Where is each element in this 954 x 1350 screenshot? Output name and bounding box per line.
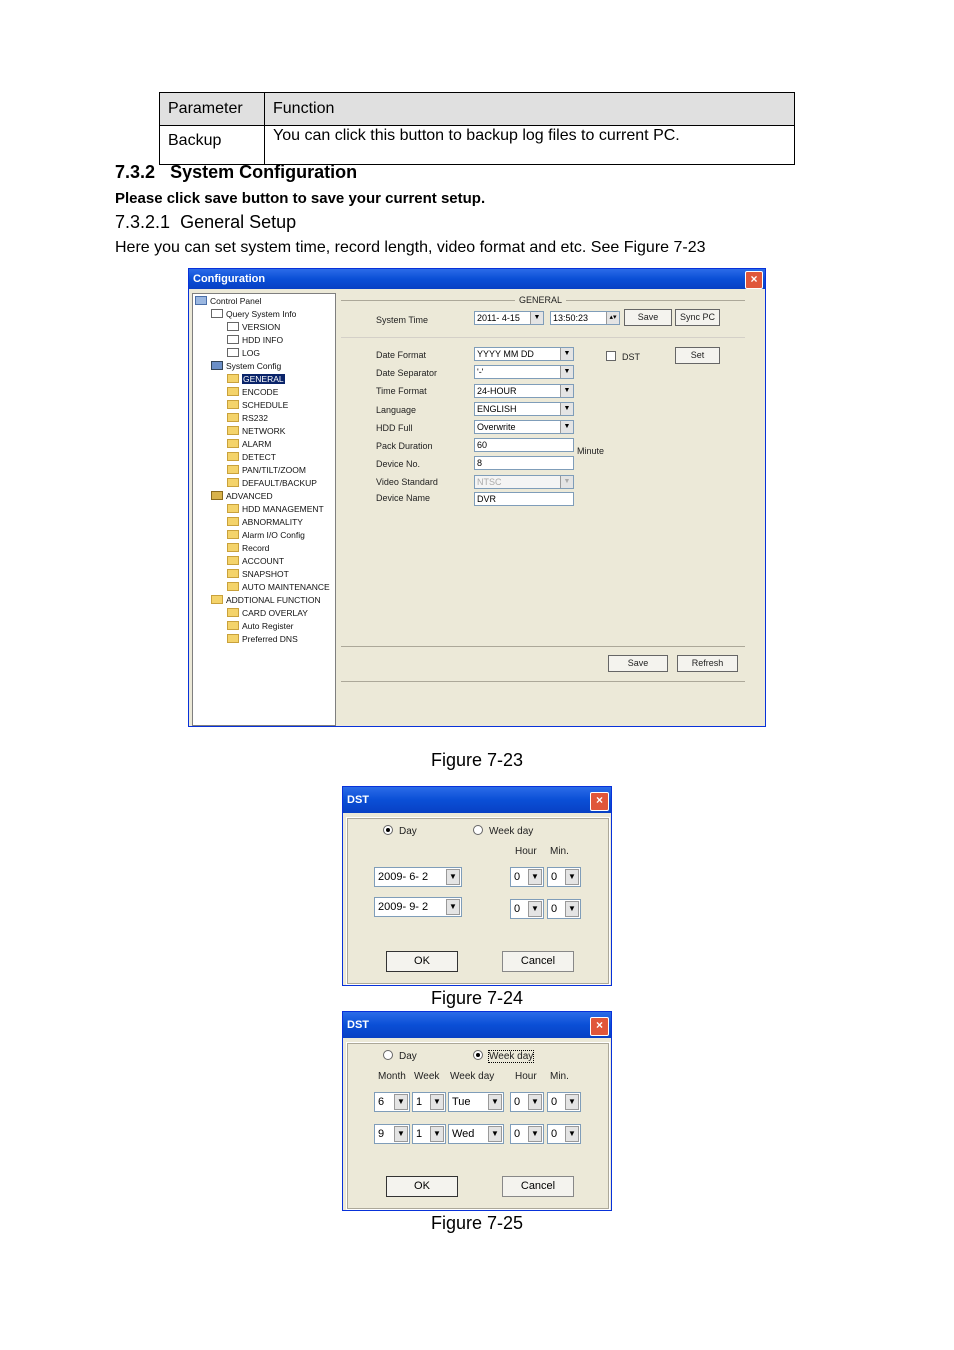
chevron-down-icon: ▼ xyxy=(560,421,573,433)
sync-pc-button[interactable]: Sync PC xyxy=(675,309,720,326)
folder-icon xyxy=(227,569,239,578)
tree-item-card-overlay[interactable]: CARD OVERLAY xyxy=(227,608,308,618)
tree-item-additional-function[interactable]: ADDTIONAL FUNCTION xyxy=(211,595,321,605)
folder-icon xyxy=(227,387,239,396)
save-time-button[interactable]: Save xyxy=(624,309,672,326)
tree-item-general[interactable]: GENERAL xyxy=(227,374,285,384)
start-month-select[interactable]: 6 ▼ xyxy=(374,1092,410,1112)
month-label: Month xyxy=(378,1071,406,1082)
divider xyxy=(341,681,745,682)
tree-item-system-config[interactable]: System Config xyxy=(211,361,281,371)
tree-item-encode[interactable]: ENCODE xyxy=(227,387,278,397)
gear-icon xyxy=(211,491,223,500)
group-title: GENERAL xyxy=(515,295,566,305)
folder-icon xyxy=(227,478,239,487)
minute-label: Minute xyxy=(577,446,605,456)
close-icon[interactable]: × xyxy=(590,1017,609,1036)
day-radio[interactable]: Day xyxy=(383,825,417,837)
tree-item-hdd-management[interactable]: HDD MANAGEMENT xyxy=(227,504,324,514)
section-heading xyxy=(115,162,357,183)
video-standard-label: Video Standard xyxy=(376,477,438,487)
folder-icon xyxy=(227,413,239,422)
chevron-down-icon: ▼ xyxy=(560,403,573,415)
settings-icon xyxy=(211,361,223,370)
title-bar xyxy=(343,787,611,813)
hour-label: Hour xyxy=(515,1071,537,1082)
device-name-label: Device Name xyxy=(376,493,431,503)
tree-item-rs232[interactable]: RS232 xyxy=(227,413,268,423)
language-select[interactable]: ENGLISH ▼ xyxy=(474,402,574,416)
save-button[interactable]: Save xyxy=(608,655,668,672)
end-date-select[interactable]: 2009- 9- 2 ▼ xyxy=(374,897,462,917)
subsection-number: 7.3.2.1 xyxy=(115,212,171,232)
language-label: Language xyxy=(376,405,417,415)
radio-icon xyxy=(383,825,393,835)
hdd-full-select[interactable]: Overwrite ▼ xyxy=(474,420,574,434)
folder-icon xyxy=(227,439,239,448)
tree-item-control-panel[interactable]: Control Panel xyxy=(195,296,262,306)
time-format-label: Time Format xyxy=(376,386,427,396)
pack-duration-label: Pack Duration xyxy=(376,441,433,451)
pack-duration-input[interactable]: 60 xyxy=(474,438,574,452)
day-radio[interactable]: Day xyxy=(383,1050,417,1062)
folder-icon xyxy=(227,504,239,513)
video-standard-select: NTSC ▼ xyxy=(474,475,574,489)
start-hour-select[interactable]: 0 ▼ xyxy=(510,867,544,887)
week-label: Week xyxy=(414,1071,440,1082)
window-title: Configuration xyxy=(193,273,266,285)
start-hour-select[interactable]: 0 ▼ xyxy=(510,1092,544,1112)
date-format-select[interactable]: YYYY MM DD ▼ xyxy=(474,347,574,361)
weekday-radio[interactable]: Week day xyxy=(473,825,533,837)
refresh-button[interactable]: Refresh xyxy=(677,655,738,672)
folder-icon xyxy=(227,608,239,617)
folder-icon xyxy=(227,621,239,630)
document-icon xyxy=(227,335,239,344)
min-label: Min. xyxy=(550,846,569,857)
start-min-select[interactable]: 0 ▼ xyxy=(547,1092,581,1112)
folder-icon xyxy=(227,543,239,552)
tree-item-record[interactable]: Record xyxy=(227,543,269,553)
ok-button[interactable]: OK xyxy=(386,951,458,972)
chevron-down-icon: ▼ xyxy=(488,1094,502,1110)
radio-icon xyxy=(473,825,483,835)
chevron-down-icon: ▼ xyxy=(394,1094,408,1110)
start-date-select[interactable]: 2009- 6- 2 ▼ xyxy=(374,867,462,887)
table-cell: You can click this button to backup log files to current PC. xyxy=(265,126,795,165)
configuration-window xyxy=(188,268,766,727)
section-title: System Configuration xyxy=(170,162,358,182)
tree-item-preferred-dns[interactable]: Preferred DNS xyxy=(227,634,298,644)
radio-icon xyxy=(473,1050,483,1060)
tree-item-default-backup[interactable]: DEFAULT/BACKUP xyxy=(227,478,317,488)
document-icon xyxy=(227,322,239,331)
divider xyxy=(341,646,745,647)
ok-button[interactable]: OK xyxy=(386,1176,458,1197)
tree-item-alarm-io-config[interactable]: Alarm I/O Config xyxy=(227,530,305,540)
chevron-down-icon: ▼ xyxy=(394,1126,408,1142)
cancel-button[interactable]: Cancel xyxy=(502,1176,574,1197)
tree-item-abnormality[interactable]: ABNORMALITY xyxy=(227,517,303,527)
end-week-select[interactable]: 1 ▼ xyxy=(412,1124,446,1144)
subsection-heading xyxy=(115,212,296,233)
parameter-table xyxy=(159,92,795,165)
system-time-label: System Time xyxy=(376,315,429,325)
chevron-down-icon: ▼ xyxy=(560,348,573,360)
tree-item-account[interactable]: ACCOUNT xyxy=(227,556,284,566)
folder-icon xyxy=(227,582,239,591)
chevron-down-icon: ▼ xyxy=(560,385,573,397)
figure-caption: Figure 7-23 xyxy=(430,750,524,770)
chevron-down-icon: ▼ xyxy=(565,869,579,885)
folder-icon xyxy=(227,517,239,526)
tree-item-auto-register[interactable]: Auto Register xyxy=(227,621,294,631)
folder-icon xyxy=(227,374,239,383)
hdd-full-label: HDD Full xyxy=(376,423,413,433)
dst-dialog-weekday xyxy=(342,1011,612,1211)
folder-icon xyxy=(227,452,239,461)
dst-checkbox[interactable]: DST xyxy=(606,351,640,362)
title-bar xyxy=(343,1012,611,1038)
tree-item-alarm[interactable]: ALARM xyxy=(227,439,271,449)
chevron-down-icon: ▼ xyxy=(446,899,460,915)
tree-item-log[interactable]: LOG xyxy=(227,348,260,358)
start-min-select[interactable]: 0 ▼ xyxy=(547,867,581,887)
chevron-down-icon: ▼ xyxy=(565,901,579,917)
folder-icon xyxy=(211,595,223,604)
min-label: Min. xyxy=(550,1071,569,1082)
title-bar xyxy=(189,269,765,289)
tree-item-network[interactable]: NETWORK xyxy=(227,426,285,436)
chevron-down-icon: ▼ xyxy=(430,1126,444,1142)
intro-text: Here you can set system time, record length, video format and etc. See Figure 7-23 xyxy=(115,239,706,256)
chevron-down-icon: ▼ xyxy=(528,1094,542,1110)
chevron-down-icon: ▼ xyxy=(560,366,573,378)
weekday-label: Week day xyxy=(450,1071,495,1082)
device-no-input[interactable]: 8 xyxy=(474,456,574,470)
figure-caption: Figure 7-25 xyxy=(430,1213,524,1233)
end-min-select[interactable]: 0 ▼ xyxy=(547,899,581,919)
folder-icon xyxy=(227,634,239,643)
chevron-down-icon: ▼ xyxy=(528,901,542,917)
chevron-down-icon: ▼ xyxy=(565,1126,579,1142)
tree-item-detect[interactable]: DETECT xyxy=(227,452,276,462)
dst-dialog-day xyxy=(342,786,612,986)
date-format-label: Date Format xyxy=(376,350,427,360)
checkbox-icon xyxy=(606,351,616,361)
chevron-down-icon: ▼ xyxy=(560,476,573,488)
date-picker[interactable]: 2011- 4-15 ▼ xyxy=(474,311,544,325)
chevron-down-icon: ▼ xyxy=(488,1126,502,1142)
table-header: Function xyxy=(265,93,795,126)
radio-icon xyxy=(383,1050,393,1060)
tree-item-version[interactable]: VERSION xyxy=(227,322,280,332)
config-tree xyxy=(192,293,336,726)
weekday-radio[interactable]: Week day xyxy=(473,1050,533,1062)
chevron-down-icon: ▼ xyxy=(565,1094,579,1110)
chevron-down-icon: ▼ xyxy=(528,1126,542,1142)
subsection-title: General Setup xyxy=(180,212,297,232)
end-min-select[interactable]: 0 ▼ xyxy=(547,1124,581,1144)
tree-item-schedule[interactable]: SCHEDULE xyxy=(227,400,288,410)
time-format-select[interactable]: 24-HOUR ▼ xyxy=(474,384,574,398)
folder-icon xyxy=(227,556,239,565)
end-weekday-select[interactable]: Wed ▼ xyxy=(448,1124,504,1144)
cancel-button[interactable]: Cancel xyxy=(502,951,574,972)
device-no-label: Device No. xyxy=(376,459,421,469)
tree-item-hdd-info[interactable]: HDD INFO xyxy=(227,335,283,345)
close-icon[interactable]: × xyxy=(590,792,609,811)
section-note: Please click save button to save your current setup. xyxy=(115,190,486,207)
tree-item-pan-tilt-zoom[interactable]: PAN/TILT/ZOOM xyxy=(227,465,306,475)
tree-item-advanced[interactable]: ADVANCED xyxy=(211,491,273,501)
date-separator-select[interactable]: '-' ▼ xyxy=(474,365,574,379)
end-month-select[interactable]: 9 ▼ xyxy=(374,1124,410,1144)
folder-icon xyxy=(227,426,239,435)
chevron-down-icon: ▼ xyxy=(430,1094,444,1110)
date-separator-label: Date Separator xyxy=(376,368,438,378)
dialog-title: DST xyxy=(347,1019,369,1031)
dialog-title: DST xyxy=(347,794,369,806)
table-cell: Backup xyxy=(160,126,265,165)
time-spinner[interactable]: 13:50:23 ▴▾ xyxy=(550,311,620,325)
document-icon xyxy=(227,348,239,357)
folder-icon xyxy=(227,400,239,409)
start-weekday-select[interactable]: Tue ▼ xyxy=(448,1092,504,1112)
end-hour-select[interactable]: 0 ▼ xyxy=(510,899,544,919)
start-week-select[interactable]: 1 ▼ xyxy=(412,1092,446,1112)
tree-item-auto-maintenance[interactable]: AUTO MAINTENANCE xyxy=(227,582,330,592)
tree-item-query-system-info[interactable]: Query System Info xyxy=(211,309,296,319)
folder-icon xyxy=(227,530,239,539)
spinner-icon: ▴▾ xyxy=(606,312,619,324)
hour-label: Hour xyxy=(515,846,537,857)
chevron-down-icon: ▼ xyxy=(528,869,542,885)
folder-icon xyxy=(227,465,239,474)
tree-item-snapshot[interactable]: SNAPSHOT xyxy=(227,569,289,579)
chevron-down-icon: ▼ xyxy=(530,312,543,324)
figure-caption: Figure 7-24 xyxy=(430,988,524,1008)
section-number: 7.3.2 xyxy=(115,162,156,182)
document-icon xyxy=(211,309,223,318)
dst-set-button[interactable]: Set xyxy=(675,347,720,364)
computer-icon xyxy=(195,296,207,305)
end-hour-select[interactable]: 0 ▼ xyxy=(510,1124,544,1144)
divider xyxy=(341,337,745,338)
table-header: Parameter xyxy=(160,93,265,126)
chevron-down-icon: ▼ xyxy=(446,869,460,885)
device-name-input[interactable]: DVR xyxy=(474,492,574,506)
close-icon[interactable]: × xyxy=(745,271,763,289)
